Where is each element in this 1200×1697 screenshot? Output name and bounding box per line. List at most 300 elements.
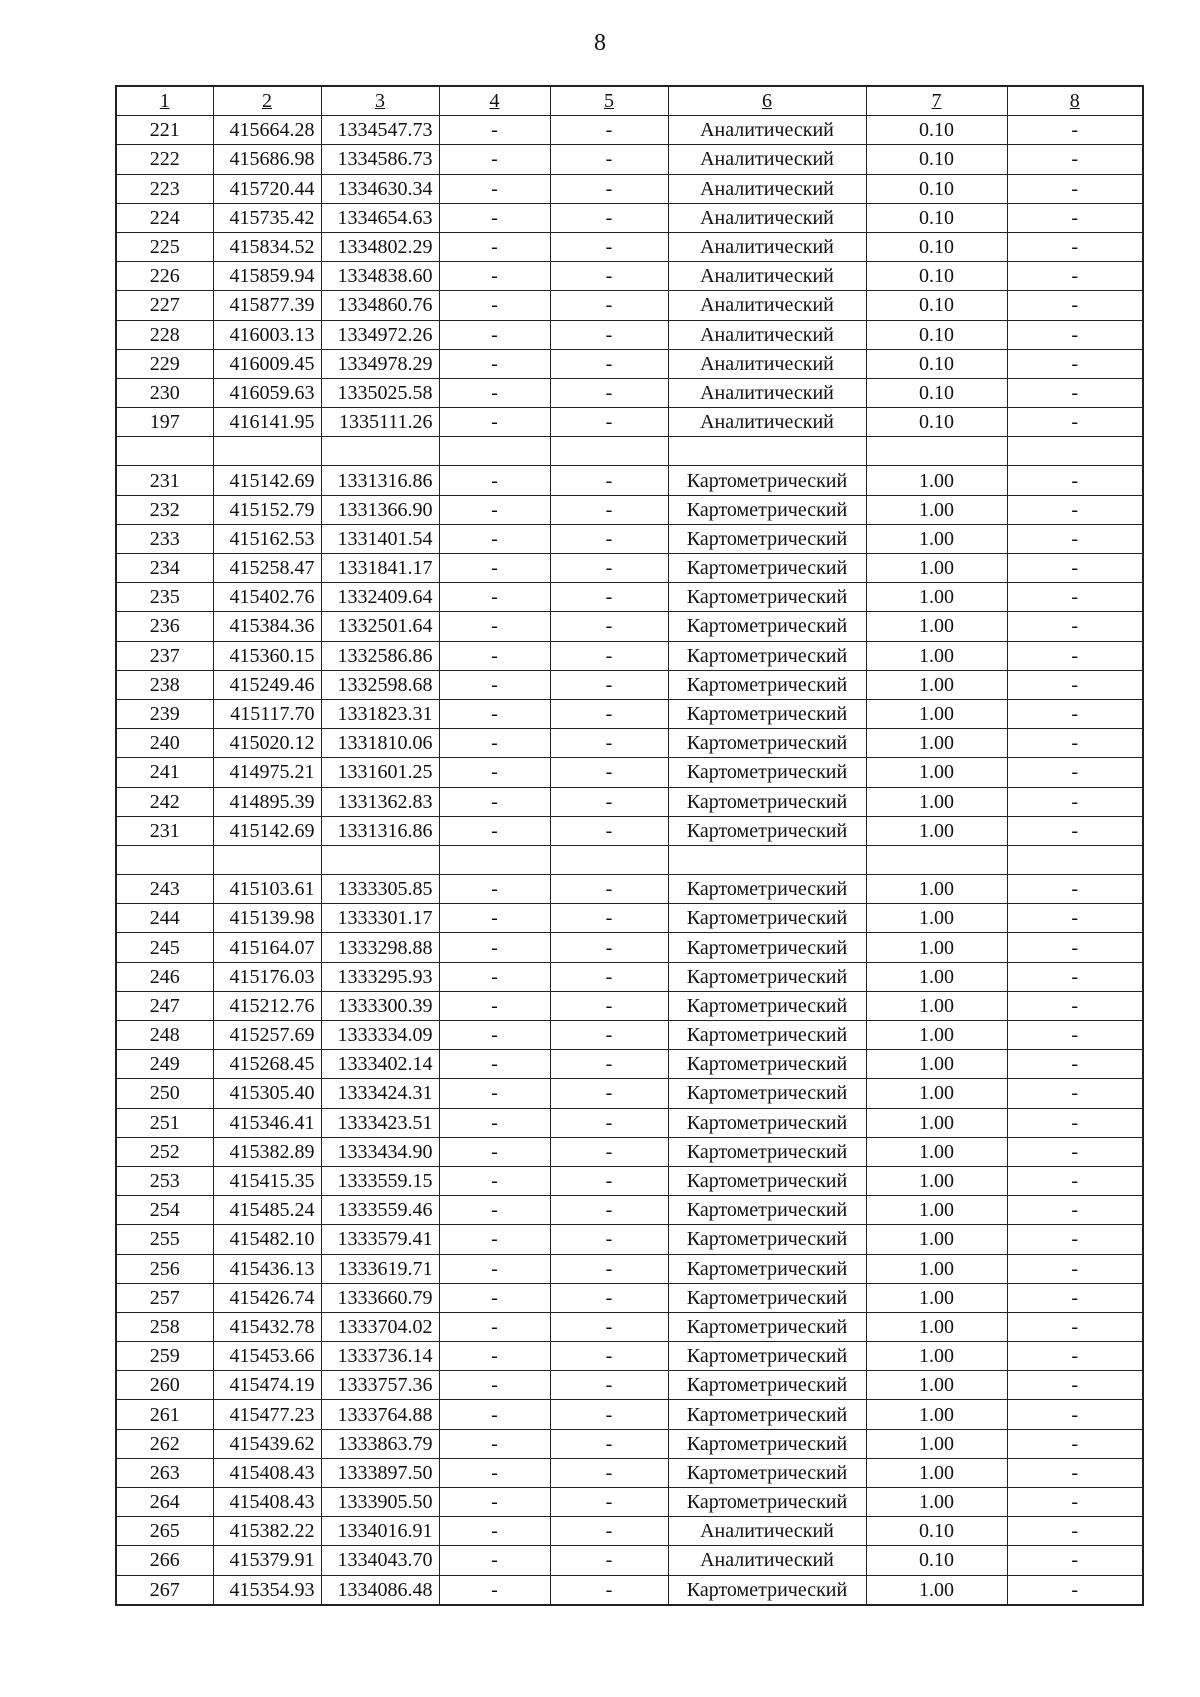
col5-cell: -	[550, 1429, 668, 1458]
col8-cell: -	[1007, 291, 1143, 320]
col4-cell: -	[439, 729, 550, 758]
method-cell: Картометрический	[668, 612, 866, 641]
point-number-cell: 251	[116, 1108, 213, 1137]
column-header-3: 3	[321, 86, 439, 116]
col8-cell: -	[1007, 699, 1143, 728]
col8-cell: -	[1007, 378, 1143, 407]
col8-cell: -	[1007, 1050, 1143, 1079]
accuracy-cell: 1.00	[866, 991, 1007, 1020]
x-coordinate-cell: 415834.52	[213, 232, 321, 261]
x-coordinate-cell: 415249.46	[213, 670, 321, 699]
table-row	[116, 291, 1143, 320]
table-row	[116, 641, 1143, 670]
point-number-cell: 247	[116, 991, 213, 1020]
method-cell: Картометрический	[668, 1137, 866, 1166]
point-number-cell: 240	[116, 729, 213, 758]
table-row	[116, 758, 1143, 787]
point-number-cell: 230	[116, 378, 213, 407]
col5-cell: -	[550, 641, 668, 670]
x-coordinate-cell: 415117.70	[213, 699, 321, 728]
method-cell: Аналитический	[668, 232, 866, 261]
col8-cell: -	[1007, 729, 1143, 758]
table-row	[116, 1050, 1143, 1079]
col4-cell: -	[439, 232, 550, 261]
col8-cell: -	[1007, 1488, 1143, 1517]
table-row	[116, 1312, 1143, 1341]
x-coordinate-cell: 415354.93	[213, 1575, 321, 1605]
y-coordinate-cell: 1333764.88	[321, 1400, 439, 1429]
page-number: 8	[594, 30, 606, 56]
y-coordinate-cell: 1334630.34	[321, 174, 439, 203]
x-coordinate-cell: 415859.94	[213, 262, 321, 291]
y-coordinate-cell: 1332586.86	[321, 641, 439, 670]
method-cell: Картометрический	[668, 1166, 866, 1195]
col8-cell: -	[1007, 991, 1143, 1020]
point-number-cell: 222	[116, 145, 213, 174]
table-row	[116, 1166, 1143, 1195]
point-number-cell: 245	[116, 933, 213, 962]
col8-cell: -	[1007, 349, 1143, 378]
x-coordinate-cell: 415426.74	[213, 1283, 321, 1312]
point-number-cell: 264	[116, 1488, 213, 1517]
col5-cell: -	[550, 1458, 668, 1487]
col8-cell: -	[1007, 1546, 1143, 1575]
col4-cell: -	[439, 320, 550, 349]
accuracy-cell: 1.00	[866, 1050, 1007, 1079]
col4-cell: -	[439, 962, 550, 991]
accuracy-cell: 0.10	[866, 145, 1007, 174]
x-coordinate-cell: 416059.63	[213, 378, 321, 407]
col4-cell: -	[439, 1429, 550, 1458]
col8-cell: -	[1007, 1254, 1143, 1283]
y-coordinate-cell: 1334654.63	[321, 203, 439, 232]
method-cell: Картометрический	[668, 641, 866, 670]
x-coordinate-cell: 416141.95	[213, 408, 321, 437]
point-number-cell: 263	[116, 1458, 213, 1487]
col4-cell: -	[439, 291, 550, 320]
table-row	[116, 612, 1143, 641]
accuracy-cell: 1.00	[866, 612, 1007, 641]
method-cell: Картометрический	[668, 1225, 866, 1254]
table-row	[116, 524, 1143, 553]
col4-cell: -	[439, 1196, 550, 1225]
col4-cell: -	[439, 1546, 550, 1575]
y-coordinate-cell: 1333736.14	[321, 1342, 439, 1371]
col8-cell: -	[1007, 904, 1143, 933]
accuracy-cell: 1.00	[866, 1196, 1007, 1225]
method-cell: Картометрический	[668, 904, 866, 933]
point-number-cell: 253	[116, 1166, 213, 1195]
accuracy-cell: 1.00	[866, 699, 1007, 728]
col8-cell: -	[1007, 1458, 1143, 1487]
method-cell: Картометрический	[668, 1283, 866, 1312]
point-number-cell: 224	[116, 203, 213, 232]
col5-cell: -	[550, 1312, 668, 1341]
col4-cell: -	[439, 1400, 550, 1429]
y-coordinate-cell: 1333579.41	[321, 1225, 439, 1254]
x-coordinate-cell: 415020.12	[213, 729, 321, 758]
y-coordinate-cell: 1331316.86	[321, 466, 439, 495]
table-row	[116, 962, 1143, 991]
y-coordinate-cell: 1333295.93	[321, 962, 439, 991]
col4-cell: -	[439, 758, 550, 787]
y-coordinate-cell: 1333863.79	[321, 1429, 439, 1458]
method-cell: Картометрический	[668, 875, 866, 904]
table-row	[116, 933, 1143, 962]
col8-cell: -	[1007, 1225, 1143, 1254]
method-cell: Аналитический	[668, 291, 866, 320]
method-cell: Аналитический	[668, 1546, 866, 1575]
col8-cell: -	[1007, 933, 1143, 962]
col4-cell: -	[439, 1137, 550, 1166]
accuracy-cell: 1.00	[866, 1429, 1007, 1458]
y-coordinate-cell: 1333619.71	[321, 1254, 439, 1283]
col5-cell: -	[550, 262, 668, 291]
col4-cell: -	[439, 1166, 550, 1195]
col8-cell: -	[1007, 524, 1143, 553]
col4-cell: -	[439, 991, 550, 1020]
col4-cell: -	[439, 145, 550, 174]
x-coordinate-cell: 415379.91	[213, 1546, 321, 1575]
col4-cell: -	[439, 816, 550, 845]
point-number-cell: 228	[116, 320, 213, 349]
method-cell: Аналитический	[668, 408, 866, 437]
y-coordinate-cell: 1333402.14	[321, 1050, 439, 1079]
accuracy-cell: 1.00	[866, 641, 1007, 670]
x-coordinate-cell: 415382.22	[213, 1517, 321, 1546]
table-row	[116, 145, 1143, 174]
accuracy-cell: 1.00	[866, 1458, 1007, 1487]
point-number-cell: 252	[116, 1137, 213, 1166]
table-row	[116, 991, 1143, 1020]
accuracy-cell: 1.00	[866, 670, 1007, 699]
point-number-cell: 256	[116, 1254, 213, 1283]
col8-cell: -	[1007, 262, 1143, 291]
col4-cell: -	[439, 1254, 550, 1283]
table-row	[116, 1517, 1143, 1546]
table-row	[116, 1137, 1143, 1166]
x-coordinate-cell: 415408.43	[213, 1488, 321, 1517]
x-coordinate-cell: 415382.89	[213, 1137, 321, 1166]
point-number-cell: 227	[116, 291, 213, 320]
accuracy-cell: 1.00	[866, 1400, 1007, 1429]
col5-cell: -	[550, 699, 668, 728]
table-row	[116, 1546, 1143, 1575]
table-row	[116, 174, 1143, 203]
col5-cell: -	[550, 1488, 668, 1517]
method-cell: Картометрический	[668, 670, 866, 699]
point-number-cell: 229	[116, 349, 213, 378]
x-coordinate-cell	[213, 845, 321, 874]
y-coordinate-cell: 1334086.48	[321, 1575, 439, 1605]
col8-cell: -	[1007, 875, 1143, 904]
x-coordinate-cell	[213, 437, 321, 466]
col5-cell: -	[550, 1137, 668, 1166]
col5-cell: -	[550, 378, 668, 407]
accuracy-cell: 1.00	[866, 962, 1007, 991]
table-row	[116, 495, 1143, 524]
accuracy-cell: 1.00	[866, 1342, 1007, 1371]
table-header-row	[116, 86, 1143, 116]
accuracy-cell: 1.00	[866, 1371, 1007, 1400]
col8-cell: -	[1007, 1196, 1143, 1225]
accuracy-cell: 0.10	[866, 349, 1007, 378]
x-coordinate-cell: 415346.41	[213, 1108, 321, 1137]
x-coordinate-cell: 415268.45	[213, 1050, 321, 1079]
col5-cell: -	[550, 1283, 668, 1312]
y-coordinate-cell: 1331362.83	[321, 787, 439, 816]
col8-cell: -	[1007, 816, 1143, 845]
method-cell: Аналитический	[668, 378, 866, 407]
col4-cell: -	[439, 1050, 550, 1079]
x-coordinate-cell: 415877.39	[213, 291, 321, 320]
method-cell: Картометрический	[668, 699, 866, 728]
col5-cell: -	[550, 1225, 668, 1254]
point-number-cell: 231	[116, 816, 213, 845]
y-coordinate-cell: 1333298.88	[321, 933, 439, 962]
point-number-cell: 237	[116, 641, 213, 670]
x-coordinate-cell: 415258.47	[213, 554, 321, 583]
table-row	[116, 1371, 1143, 1400]
col5-cell: -	[550, 670, 668, 699]
accuracy-cell: 1.00	[866, 875, 1007, 904]
col8-cell: -	[1007, 670, 1143, 699]
col4-cell: -	[439, 933, 550, 962]
accuracy-cell: 1.00	[866, 495, 1007, 524]
accuracy-cell: 1.00	[866, 1312, 1007, 1341]
y-coordinate-cell: 1335025.58	[321, 378, 439, 407]
y-coordinate-cell: 1334972.26	[321, 320, 439, 349]
x-coordinate-cell: 415103.61	[213, 875, 321, 904]
col8-cell: -	[1007, 232, 1143, 261]
col5-cell: -	[550, 203, 668, 232]
table-row	[116, 729, 1143, 758]
col8-cell: -	[1007, 203, 1143, 232]
method-cell: Картометрический	[668, 1458, 866, 1487]
y-coordinate-cell: 1334838.60	[321, 262, 439, 291]
y-coordinate-cell: 1333301.17	[321, 904, 439, 933]
table-row	[116, 554, 1143, 583]
accuracy-cell: 1.00	[866, 1488, 1007, 1517]
col8-cell: -	[1007, 962, 1143, 991]
col5-cell: -	[550, 962, 668, 991]
col5-cell: -	[550, 1371, 668, 1400]
col5-cell: -	[550, 875, 668, 904]
x-coordinate-cell: 415142.69	[213, 466, 321, 495]
x-coordinate-cell: 415485.24	[213, 1196, 321, 1225]
column-header-2: 2	[213, 86, 321, 116]
accuracy-cell	[866, 437, 1007, 466]
column-header-4: 4	[439, 86, 550, 116]
col4-cell: -	[439, 174, 550, 203]
col8-cell: -	[1007, 408, 1143, 437]
table-row	[116, 116, 1143, 145]
coordinates-table	[115, 85, 1144, 1606]
method-cell: Картометрический	[668, 758, 866, 787]
col8-cell: -	[1007, 145, 1143, 174]
y-coordinate-cell: 1331366.90	[321, 495, 439, 524]
x-coordinate-cell: 416009.45	[213, 349, 321, 378]
method-cell: Картометрический	[668, 991, 866, 1020]
accuracy-cell	[866, 845, 1007, 874]
x-coordinate-cell: 415474.19	[213, 1371, 321, 1400]
point-number-cell: 241	[116, 758, 213, 787]
method-cell: Картометрический	[668, 962, 866, 991]
col5-cell: -	[550, 116, 668, 145]
y-coordinate-cell: 1333424.31	[321, 1079, 439, 1108]
col5-cell	[550, 845, 668, 874]
method-cell: Картометрический	[668, 524, 866, 553]
col5-cell: -	[550, 495, 668, 524]
method-cell: Картометрический	[668, 1196, 866, 1225]
method-cell: Картометрический	[668, 1079, 866, 1108]
col8-cell: -	[1007, 1312, 1143, 1341]
x-coordinate-cell: 415142.69	[213, 816, 321, 845]
accuracy-cell: 1.00	[866, 1137, 1007, 1166]
col4-cell: -	[439, 787, 550, 816]
point-number-cell: 239	[116, 699, 213, 728]
col8-cell: -	[1007, 1021, 1143, 1050]
y-coordinate-cell: 1332409.64	[321, 583, 439, 612]
column-header-8: 8	[1007, 86, 1143, 116]
x-coordinate-cell: 415164.07	[213, 933, 321, 962]
accuracy-cell: 1.00	[866, 1225, 1007, 1254]
accuracy-cell: 1.00	[866, 729, 1007, 758]
col5-cell: -	[550, 1196, 668, 1225]
method-cell: Картометрический	[668, 583, 866, 612]
point-number-cell: 250	[116, 1079, 213, 1108]
col8-cell: -	[1007, 1429, 1143, 1458]
col5-cell: -	[550, 612, 668, 641]
x-coordinate-cell: 414895.39	[213, 787, 321, 816]
accuracy-cell: 1.00	[866, 758, 1007, 787]
method-cell: Картометрический	[668, 1021, 866, 1050]
col4-cell: -	[439, 904, 550, 933]
method-cell: Картометрический	[668, 1488, 866, 1517]
y-coordinate-cell: 1331401.54	[321, 524, 439, 553]
x-coordinate-cell: 415686.98	[213, 145, 321, 174]
col5-cell: -	[550, 1079, 668, 1108]
col8-cell: -	[1007, 1079, 1143, 1108]
x-coordinate-cell: 415439.62	[213, 1429, 321, 1458]
column-header-5: 5	[550, 86, 668, 116]
table-row	[116, 466, 1143, 495]
column-header-6: 6	[668, 86, 866, 116]
method-cell: Картометрический	[668, 1400, 866, 1429]
col5-cell: -	[550, 1575, 668, 1605]
col8-cell: -	[1007, 1517, 1143, 1546]
col4-cell: -	[439, 670, 550, 699]
y-coordinate-cell: 1333423.51	[321, 1108, 439, 1137]
y-coordinate-cell: 1333559.46	[321, 1196, 439, 1225]
col4-cell: -	[439, 1342, 550, 1371]
x-coordinate-cell: 415176.03	[213, 962, 321, 991]
table-row	[116, 1488, 1143, 1517]
y-coordinate-cell: 1333434.90	[321, 1137, 439, 1166]
table-row	[116, 408, 1143, 437]
y-coordinate-cell: 1334016.91	[321, 1517, 439, 1546]
col4-cell: -	[439, 1488, 550, 1517]
col8-cell: -	[1007, 1137, 1143, 1166]
col8-cell: -	[1007, 116, 1143, 145]
method-cell: Аналитический	[668, 1517, 866, 1546]
point-number-cell: 246	[116, 962, 213, 991]
col4-cell	[439, 437, 550, 466]
accuracy-cell: 1.00	[866, 1021, 1007, 1050]
point-number-cell: 249	[116, 1050, 213, 1079]
y-coordinate-cell: 1334978.29	[321, 349, 439, 378]
method-cell: Аналитический	[668, 145, 866, 174]
x-coordinate-cell: 415720.44	[213, 174, 321, 203]
method-cell: Картометрический	[668, 495, 866, 524]
accuracy-cell: 1.00	[866, 1108, 1007, 1137]
col5-cell: -	[550, 174, 668, 203]
point-number-cell: 248	[116, 1021, 213, 1050]
col5-cell: -	[550, 232, 668, 261]
x-coordinate-cell: 415257.69	[213, 1021, 321, 1050]
accuracy-cell: 1.00	[866, 1254, 1007, 1283]
accuracy-cell: 0.10	[866, 1546, 1007, 1575]
table-row	[116, 349, 1143, 378]
col4-cell: -	[439, 554, 550, 583]
column-header-1: 1	[116, 86, 213, 116]
y-coordinate-cell: 1333300.39	[321, 991, 439, 1020]
table-row	[116, 1429, 1143, 1458]
accuracy-cell: 1.00	[866, 787, 1007, 816]
method-cell: Картометрический	[668, 816, 866, 845]
accuracy-cell: 1.00	[866, 554, 1007, 583]
y-coordinate-cell: 1334043.70	[321, 1546, 439, 1575]
col8-cell: -	[1007, 612, 1143, 641]
table-row	[116, 1283, 1143, 1312]
table-row	[116, 1575, 1143, 1605]
accuracy-cell: 1.00	[866, 1575, 1007, 1605]
table-row	[116, 1108, 1143, 1137]
point-number-cell: 267	[116, 1575, 213, 1605]
table-row	[116, 320, 1143, 349]
x-coordinate-cell: 415436.13	[213, 1254, 321, 1283]
col4-cell: -	[439, 1021, 550, 1050]
col4-cell: -	[439, 116, 550, 145]
col4-cell	[439, 845, 550, 874]
y-coordinate-cell: 1333905.50	[321, 1488, 439, 1517]
table-row	[116, 699, 1143, 728]
x-coordinate-cell: 414975.21	[213, 758, 321, 787]
col5-cell: -	[550, 1254, 668, 1283]
method-cell: Картометрический	[668, 1429, 866, 1458]
x-coordinate-cell: 415432.78	[213, 1312, 321, 1341]
col4-cell: -	[439, 583, 550, 612]
y-coordinate-cell	[321, 845, 439, 874]
accuracy-cell: 0.10	[866, 320, 1007, 349]
table-row	[116, 1021, 1143, 1050]
col8-cell	[1007, 845, 1143, 874]
col4-cell: -	[439, 875, 550, 904]
y-coordinate-cell: 1331810.06	[321, 729, 439, 758]
table-separator-row	[116, 845, 1143, 874]
col4-cell: -	[439, 699, 550, 728]
accuracy-cell: 0.10	[866, 1517, 1007, 1546]
table-row	[116, 1342, 1143, 1371]
table-row	[116, 262, 1143, 291]
method-cell: Аналитический	[668, 174, 866, 203]
col4-cell: -	[439, 1312, 550, 1341]
y-coordinate-cell: 1331601.25	[321, 758, 439, 787]
col5-cell: -	[550, 291, 668, 320]
method-cell	[668, 845, 866, 874]
table-row	[116, 904, 1143, 933]
col5-cell	[550, 437, 668, 466]
